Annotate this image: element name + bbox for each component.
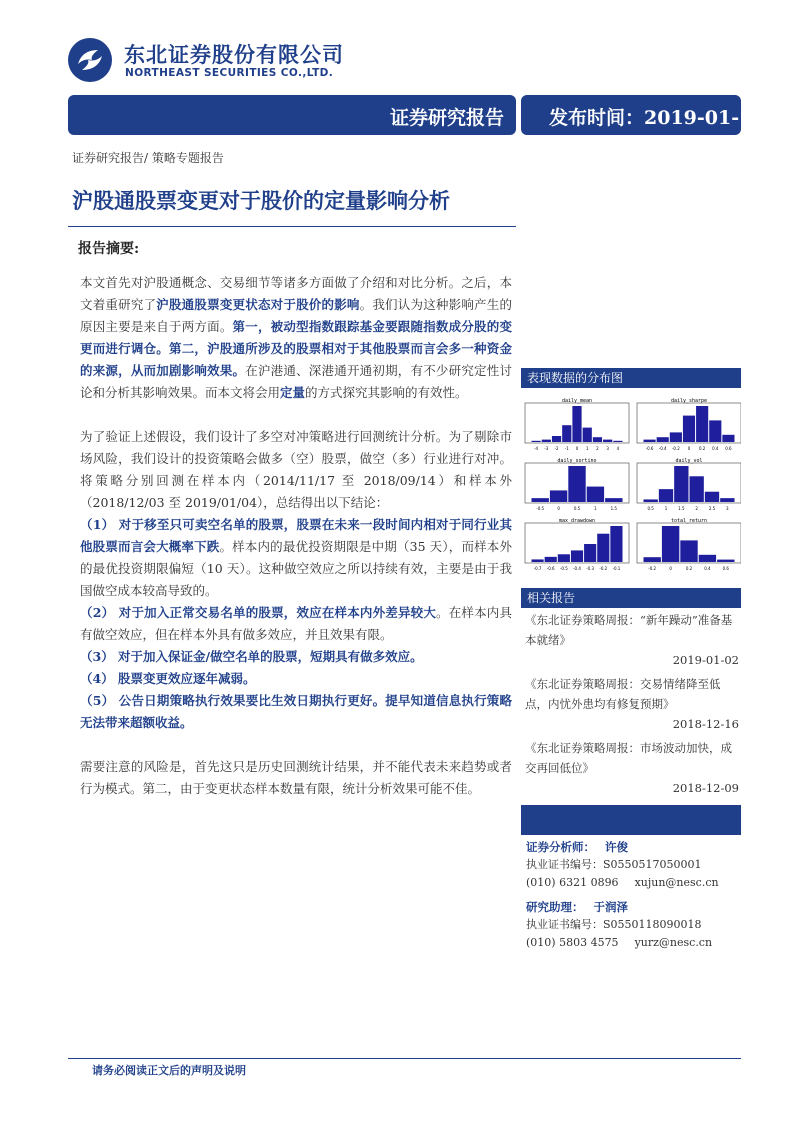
related-report-item[interactable] — [525, 610, 739, 670]
tick-label: -2 — [554, 446, 559, 451]
analyst-card — [526, 838, 740, 892]
chart-title: daily_mean — [561, 398, 593, 404]
histogram-max-drawdown — [525, 518, 629, 571]
histogram-bar — [690, 476, 704, 502]
analyst-phone: (010) 5803 4575 — [526, 936, 619, 949]
risk-paragraph: 需要注意的风险是，首先这只是历史回测统计结果，并不能代表未来趋势或者行为模式。第二，由于变更状态样本数量有限，统计分析效果可能不佳。 — [80, 759, 512, 796]
histogram-daily-mean — [525, 398, 629, 451]
tick-label: -0.6 — [546, 566, 555, 571]
tick-label: 3 — [726, 506, 729, 511]
histogram-bar — [720, 498, 734, 502]
histogram-bar — [532, 498, 549, 502]
chart-title: max_drawdown — [558, 518, 596, 524]
tick-label: -1 — [564, 446, 569, 451]
analyst-cert: 执业证书编号：S0550517050001 — [526, 858, 702, 871]
charts-section-title: 表现数据的分布图 — [521, 368, 741, 388]
histogram-bar — [644, 557, 661, 562]
abstract-paragraph-intro: 本文首先对沪股通概念、交易细节等诸多方面做了介绍和对比分析。之后，本文着重研究了沪股通股票变更状态对于股价的影响。我们认为这种影响产生的原因主要是来自于两方面。第一，被动型指数跟踪基金要跟随指数成分股的变更而进行调仓。第二，沪股通所涉及的股票相对于其他股票而言会多一种资金的来源，从而加剧影响效果。在沪港通、深港通开通初期，有不少研究定性讨论和分析其影响效果。而本文将会用定量的方式探究其影响的有效性。 — [80, 275, 512, 400]
tick-label: 0.5 — [647, 506, 654, 511]
histogram-bar — [542, 440, 551, 442]
histogram-bar — [680, 540, 697, 562]
chart-frame — [637, 463, 741, 503]
tick-label: 1.5 — [610, 506, 617, 511]
tick-label: 0.4 — [704, 566, 711, 571]
tick-label: 0.6 — [722, 566, 729, 571]
tick-label: 0.6 — [725, 446, 732, 451]
histogram-bar — [644, 499, 658, 502]
histogram-bar — [532, 559, 544, 562]
tick-label: -0.5 — [536, 506, 545, 511]
title-divider — [68, 226, 516, 227]
tick-label: -0.3 — [586, 566, 595, 571]
histogram-bar — [558, 554, 570, 562]
conclusion-2: （2） 对于加入正常交易名单的股票，效应在样本内外差异较大。在样本内具有做空效应，但在样本外具有做多效应，并且效果有限。 — [80, 605, 512, 642]
tick-label: 2 — [695, 506, 698, 511]
histogram-bar — [562, 425, 571, 442]
chart-title: daily_sharpe — [670, 398, 708, 404]
related-report-date: 2018-12-09 — [672, 781, 739, 795]
distribution-charts — [521, 395, 741, 575]
tick-label: 3 — [606, 446, 609, 451]
histogram-bar — [662, 526, 679, 562]
histogram-bar — [705, 492, 719, 502]
histogram-bar — [532, 441, 541, 442]
histogram-bar — [597, 534, 609, 562]
analyst-section-bar — [521, 805, 741, 835]
breadcrumb: 证券研究报告/ 策略专题报告 — [72, 151, 224, 165]
report-type-banner — [68, 95, 516, 135]
related-report-title[interactable]: 《东北证券策略周报：交易情绪降至低点，内忧外患均有修复预期》 — [525, 677, 721, 711]
tick-label: 2 — [596, 446, 599, 451]
chart-title: total_return — [670, 518, 708, 524]
histogram-bar — [571, 550, 583, 562]
related-section-title: 相关报告 — [521, 588, 741, 608]
tick-label: 0.2 — [685, 566, 693, 571]
analyst-email[interactable]: xujun@nesc.cn — [634, 876, 719, 889]
histogram-bar — [593, 437, 602, 442]
related-report-date: 2019-01-02 — [672, 653, 739, 667]
analyst-role: 研究助理： 于润泽 — [526, 900, 628, 914]
logo-emblem-icon — [68, 38, 112, 82]
analyst-name: 许俊 — [605, 840, 628, 854]
histogram-bar — [583, 428, 592, 442]
histogram-bar — [587, 487, 604, 502]
tick-label: -0.2 — [599, 566, 608, 571]
tick-label: 0.4 — [712, 446, 719, 451]
histogram-bar — [572, 406, 581, 442]
analyst-email[interactable]: yurz@nesc.cn — [634, 936, 713, 949]
report-type-label: 证券研究报告 — [389, 107, 504, 129]
histogram-bar — [670, 432, 682, 442]
related-report-item[interactable] — [525, 738, 739, 798]
tick-label: 0 — [687, 446, 691, 451]
tick-label: 0.5 — [573, 506, 581, 511]
footer-divider — [68, 1058, 741, 1059]
analyst-role: 证券分析师： 许俊 — [526, 840, 628, 854]
conclusion-3: （3） 对于加入保证金/做空名单的股票，短期具有做多效应。 — [80, 649, 423, 664]
histogram-total-return — [637, 518, 741, 571]
tick-label: -4 — [534, 446, 539, 451]
histogram-bar — [722, 435, 734, 442]
histogram-daily-sortino — [525, 458, 629, 511]
related-report-date: 2018-12-16 — [672, 717, 739, 731]
tick-label: -0.4 — [658, 446, 667, 451]
analyst-contact — [526, 934, 740, 952]
tick-label: 0 — [557, 506, 560, 511]
tick-label: -0.7 — [533, 566, 542, 571]
tick-label: 1.5 — [678, 506, 685, 511]
histogram-bar — [683, 416, 695, 442]
tick-label: 1 — [594, 506, 597, 511]
related-report-item[interactable] — [525, 674, 739, 734]
histogram-bar — [605, 498, 622, 502]
tick-label: -0.1 — [612, 566, 621, 571]
tick-label: -0.6 — [645, 446, 654, 451]
tick-label: -0.2 — [648, 566, 657, 571]
histogram-bar — [659, 489, 673, 502]
histogram-bar — [552, 436, 561, 442]
company-name-cn: 东北证券股份有限公司 — [124, 43, 344, 67]
histogram-bar — [674, 466, 688, 502]
tick-label: 0.2 — [698, 446, 706, 451]
tick-label: -0.5 — [559, 566, 568, 571]
company-name-en: NORTHEAST SECURITIES CO.,LTD. — [125, 67, 334, 79]
histogram-bar — [709, 420, 721, 442]
tick-label: -0.4 — [573, 566, 581, 571]
conclusion-4: （4） 股票变更效应逐年减弱。 — [80, 671, 256, 686]
conclusion-5: （5） 公告日期策略执行效果要比生效日期执行更好。提早知道信息执行策略无法带来超额收益。 — [80, 693, 512, 730]
related-report-title[interactable]: 《东北证券策略周报：市场波动加快，成交再回低位》 — [525, 741, 732, 775]
tick-label: -0.2 — [671, 446, 680, 451]
conclusion-1: （1） 对于移至只可卖空名单的股票，股票在未来一段时间内相对于同行业其他股票而言会大概率下跌。样本内的最优投资期限是中期（35 天），而样本外的最优投资期限偏短（10 天）。这种做空效应之所以持续有效，主要是由于我国做空成本较高导致的。 — [80, 517, 512, 598]
footer-disclaimer[interactable]: 请务必阅读正文后的声明及说明 — [92, 1064, 246, 1077]
abstract-body — [80, 272, 512, 800]
histogram-bar — [584, 544, 596, 562]
abstract-paragraph-method: 为了验证上述假设，我们设计了多空对冲策略进行回测统计分析。为了剔除市场风险，我们设计的投资策略会做多（空）股票，做空（多）行业进行对冲。将策略分别回测在样本内（2014/11/17 至 2018/09/14）和样本外（2018/12/03 至 2019/01/04），总结得出以下结论： — [80, 429, 512, 510]
histogram-bar — [657, 437, 669, 442]
tick-label: 1 — [664, 506, 668, 511]
related-reports-list — [525, 610, 739, 802]
publish-date-label: 发布时间：2019-01-15 — [549, 107, 766, 129]
abstract-heading: 报告摘要: — [78, 241, 140, 257]
analyst-cert: 执业证书编号：S0550118090018 — [526, 918, 702, 931]
tick-label: 2.5 — [708, 506, 716, 511]
histogram-bar — [550, 490, 567, 502]
histogram-daily-sharpe — [637, 398, 741, 451]
histogram-bar — [717, 560, 734, 562]
related-report-title[interactable]: 《东北证券策略周报：“新年躁动”准备基本就绪》 — [525, 613, 733, 647]
histogram-bar — [603, 440, 612, 442]
histogram-bar — [545, 557, 557, 562]
histogram-bar — [610, 526, 622, 562]
tick-label: 1 — [585, 446, 589, 451]
histogram-bar — [613, 441, 622, 442]
analyst-contact — [526, 874, 740, 892]
histogram-bar — [699, 555, 716, 562]
page-title: 沪股通股票变更对于股价的定量影响分析 — [72, 188, 450, 213]
histogram-bar — [568, 466, 585, 502]
tick-label: 4 — [616, 446, 620, 451]
tick-label: -3 — [544, 446, 549, 451]
chart-title: daily_sortino — [557, 458, 597, 464]
tick-label: 0 — [669, 566, 672, 571]
histogram-bar — [696, 406, 708, 442]
analyst-card — [526, 898, 740, 952]
analyst-phone: (010) 6321 0896 — [526, 876, 619, 889]
tick-label: 0 — [575, 446, 579, 451]
analyst-info — [526, 838, 740, 958]
analyst-name: 于润泽 — [593, 900, 628, 914]
chart-title: daily_vol — [675, 458, 703, 464]
histogram-bar — [644, 440, 656, 442]
publish-date-banner — [521, 95, 766, 135]
histogram-daily-vol — [637, 458, 741, 511]
